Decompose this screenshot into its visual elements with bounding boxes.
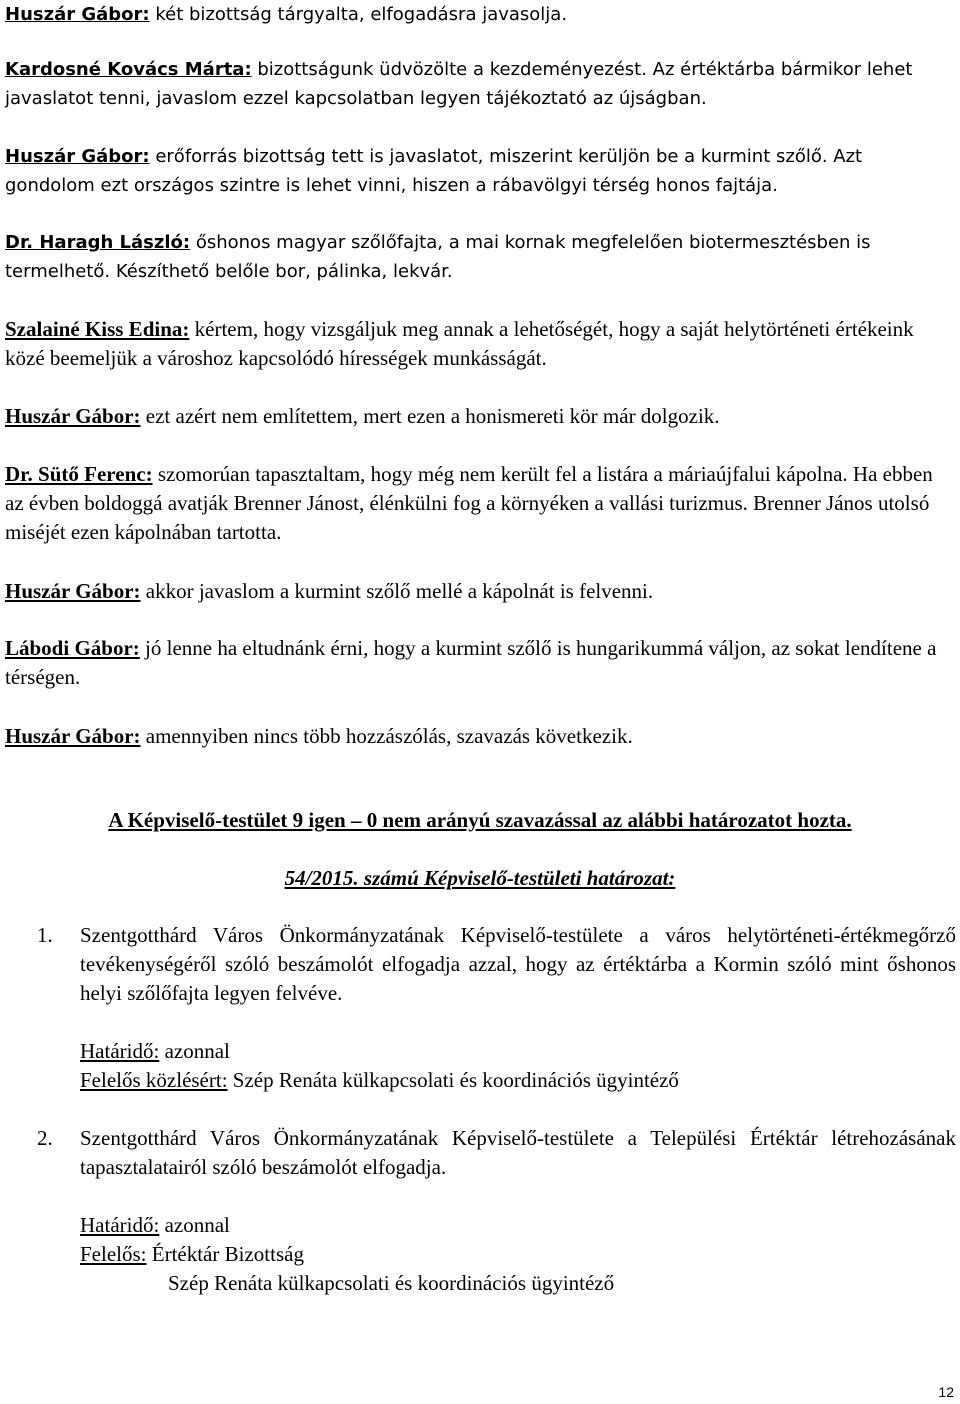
deadline-value: azonnal: [159, 1213, 230, 1237]
resolution-item: [37, 921, 956, 1008]
statement-text: két bizottság tárgyalta, elfogadásra javasolja.: [149, 4, 568, 25]
resolution-title: 54/2015. számú Képviselő-testületi határozat:: [284, 866, 676, 890]
vote-result-heading: A Képviselő-testület 9 igen – 0 nem arányú szavazással az alábbi határozatot hozta.: [108, 808, 852, 832]
statement-text: jó lenne ha eltudnánk érni, hogy a kurmint szőlő is hungarikummá váljon, az sokat lendítene a térségen.: [5, 636, 937, 689]
statement-text: szomorúan tapasztaltam, hogy még nem került fel a listára a máriaújfalui kápolna. Ha ebben az évben boldoggá avatják Brenner Jánost, élénkülni fog a környéken a vallási turizmus. Brenner János utolsó miséjét ezen kápolnában tartotta.: [5, 462, 933, 544]
statement-text: kértem, hogy vizsgáljuk meg annak a lehetőségét, hogy a saját helytörténeti értékeink közé beemeljük a városhoz kapcsolódó hírességek munkásságát.: [5, 317, 914, 370]
item-number: 1.: [37, 923, 53, 947]
speaker-name: Huszár Gábor:: [5, 724, 141, 748]
speaker-name: Lábodi Gábor:: [5, 636, 140, 660]
deadline-line: [80, 1211, 230, 1240]
statement-text: erőforrás bizottság tett is javaslatot, miszerint kerüljön be a kurmint szőlő. Azt gondolom ezt országos szintre is lehet vinni, hiszen a rábavölgyi térség honos fajtája.: [5, 146, 863, 196]
discussion-paragraph: [5, 0, 955, 29]
deadline-label: Határidő:: [80, 1213, 160, 1237]
discussion-paragraph: [5, 460, 955, 547]
deadline-line: [80, 1037, 230, 1066]
statement-text: amennyiben nincs több hozzászólás, szavazás következik.: [140, 724, 633, 748]
speaker-name: Huszár Gábor:: [5, 579, 141, 603]
responsible-label: Felelős:: [80, 1242, 147, 1266]
statement-text: ezt azért nem említettem, mert ezen a honismereti kör már dolgozik.: [140, 404, 720, 428]
item-number: 2.: [37, 1126, 53, 1150]
responsible-value: Szép Renáta külkapcsolati és koordinációs ügyintéző: [227, 1068, 679, 1092]
statement-text: akkor javaslom a kurmint szőlő mellé a kápolnát is felvenni.: [140, 579, 654, 603]
discussion-paragraph: [5, 142, 955, 200]
item-text: Szentgotthárd Város Önkormányzatának Képviselő-testülete a Települési Értéktár létrehozásának tapasztalatairól szóló beszámolót elfogadja.: [80, 1126, 956, 1179]
deadline-label: Határidő:: [80, 1039, 160, 1063]
page-number: 12: [938, 1384, 954, 1400]
statement-text: őshonos magyar szőlőfajta, a mai kornak megfelelően biotermesztésben is termelhető. Készíthető belőle bor, pálinka, lekvár.: [5, 232, 871, 282]
speaker-name: Kardosné Kovács Márta:: [5, 59, 252, 80]
responsible-line-continued: Szép Renáta külkapcsolati és koordinációs ügyintéző: [168, 1271, 615, 1295]
discussion-paragraph: [5, 228, 955, 286]
discussion-paragraph: [5, 315, 955, 373]
resolution-item: [37, 1124, 956, 1182]
statement-text: bizottságunk üdvözölte a kezdeményezést. Az értéktárba bármikor lehet javaslatot tenni, javaslom ezzel kapcsolatban legyen tájékoztató az újságban.: [5, 59, 913, 109]
speaker-name: Huszár Gábor:: [5, 4, 150, 25]
responsible-value: Értéktár Bizottság: [146, 1242, 304, 1266]
speaker-name: Huszár Gábor:: [5, 146, 150, 167]
responsible-line: [80, 1066, 679, 1095]
discussion-paragraph: [5, 577, 955, 606]
responsible-line: [80, 1240, 304, 1269]
speaker-name: Dr. Haragh László:: [5, 232, 191, 253]
speaker-name: Huszár Gábor:: [5, 404, 141, 428]
deadline-value: azonnal: [159, 1039, 230, 1063]
discussion-paragraph: [5, 55, 955, 113]
responsible-label: Felelős közlésért:: [80, 1068, 228, 1092]
item-text: Szentgotthárd Város Önkormányzatának Képviselő-testülete a város helytörténeti-értékmegőrző tevékenységéről szóló beszámolót elfogadja azzal, hogy az értéktárba a Kormin szóló mint őshonos helyi szőlőfajta legyen felvéve.: [80, 923, 956, 1005]
speaker-name: Szalainé Kiss Edina:: [5, 317, 190, 341]
discussion-paragraph: [5, 722, 955, 751]
discussion-paragraph: [5, 634, 955, 692]
discussion-paragraph: [5, 402, 955, 431]
speaker-name: Dr. Sütő Ferenc:: [5, 462, 153, 486]
